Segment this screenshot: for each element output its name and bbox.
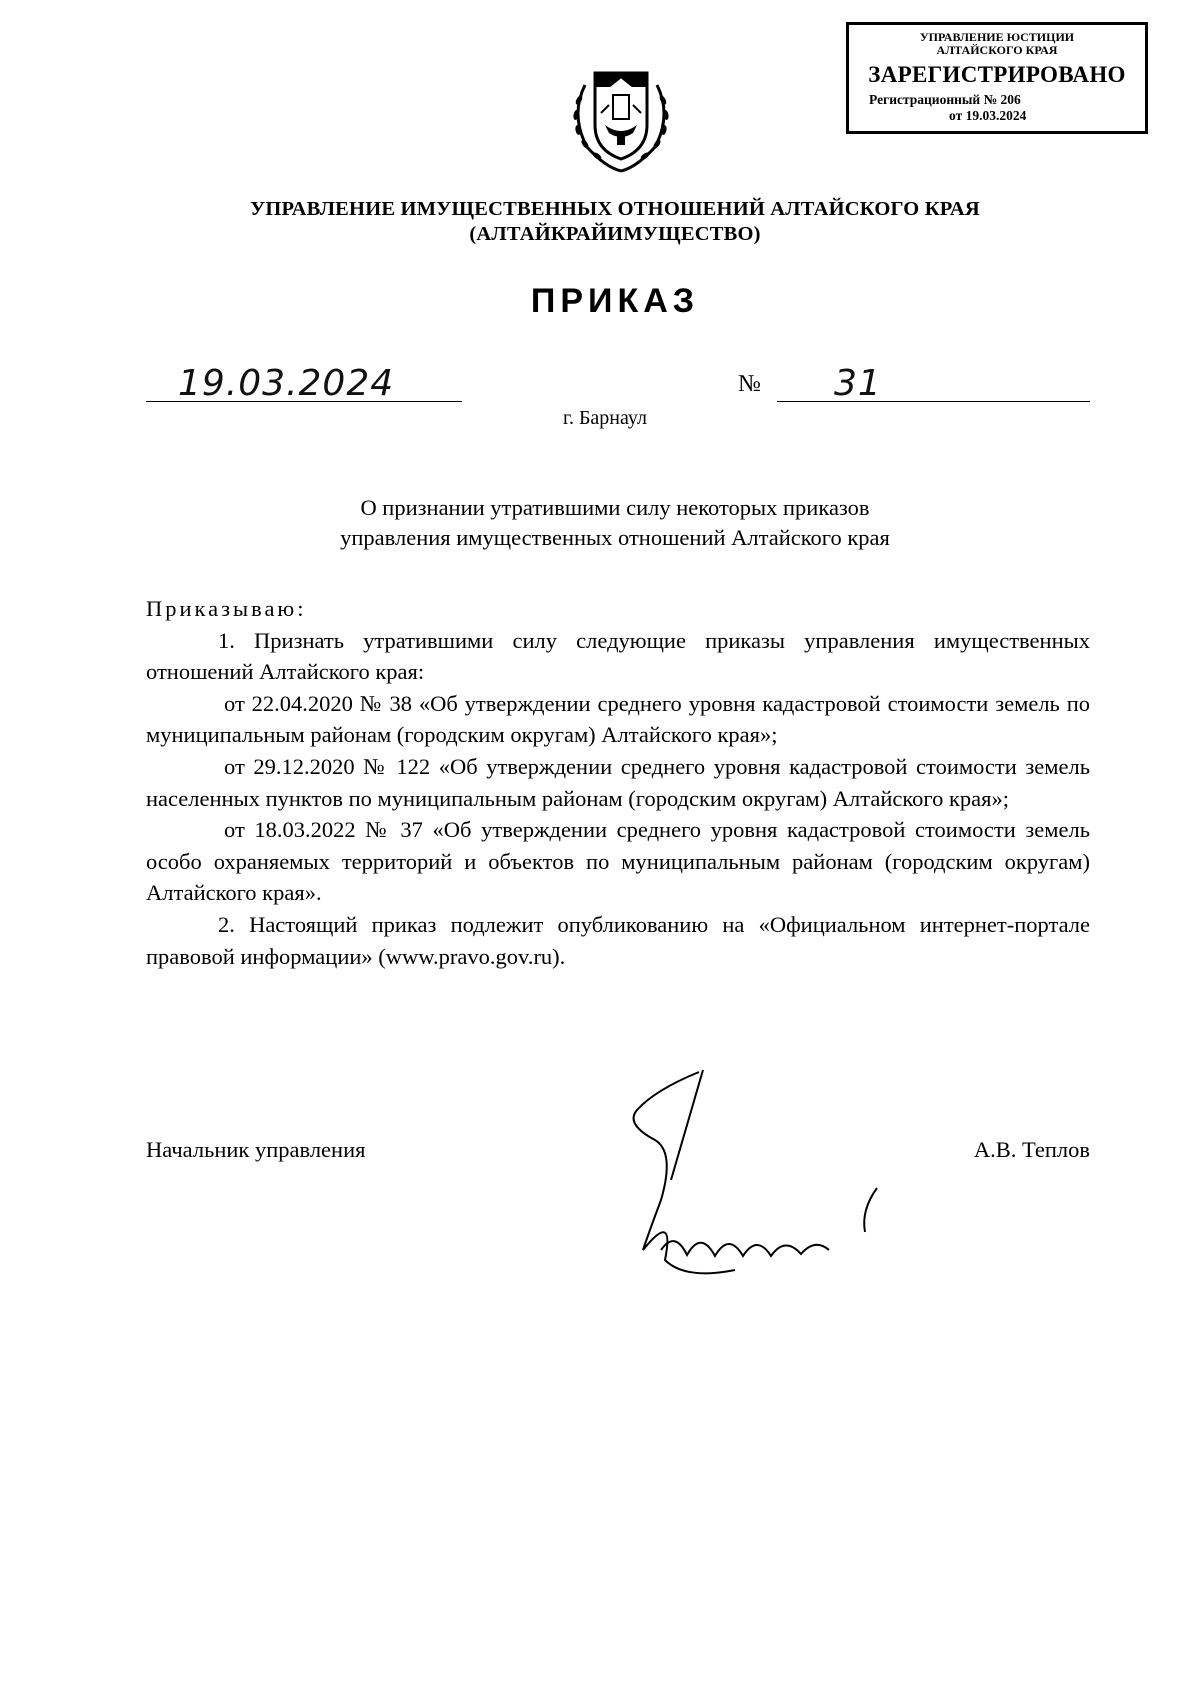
stamp-reg-number: Регистрационный № 206 <box>869 92 1021 107</box>
item-1-c: от 18.03.2022 № 37 «Об утверждении среднего уровня кадастровой стоимости земель особо охраняемых территорий и объектов по муниципальным районам (городским округам) Алтайского края». <box>146 817 1090 906</box>
item-2: 2. Настоящий приказ подлежит опубликованию на «Официальном интернет-портале правовой информации» (www.pravo.gov.ru). <box>146 911 1090 969</box>
number-sign: № <box>738 371 761 397</box>
order-number: 31 <box>834 363 882 404</box>
handwritten-signature-icon <box>615 1060 935 1290</box>
item-1-intro: 1. Признать утратившими силу следующие приказы управления имущественных отношений Алтайского края: <box>146 627 1090 685</box>
date-underline <box>146 401 462 402</box>
signer-position: Начальник управления <box>146 1137 366 1162</box>
org-name: УПРАВЛЕНИЕ ИМУЩЕСТВЕННЫХ ОТНОШЕНИЙ АЛТАЙСКОГО КРАЯ <box>250 198 980 220</box>
org-short-name: (АЛТАЙКРАЙИМУЩЕСТВО) <box>469 223 761 245</box>
stamp-org-line1: УПРАВЛЕНИЕ ЮСТИЦИИ <box>919 30 1075 44</box>
subject-line1: О признании утратившими силу некоторых приказов <box>360 495 870 520</box>
item-1-b: от 29.12.2020 № 122 «Об утверждении среднего уровня кадастровой стоимости земель населенных пунктов по муниципальным районам (городским округам) Алтайского края»; <box>146 753 1090 811</box>
order-date: 19.03.2024 <box>178 363 395 404</box>
subject-line2: управления имущественных отношений Алтайского края <box>340 525 890 550</box>
stamp-reg-date: от 19.03.2024 <box>949 108 1027 123</box>
order-body <box>146 593 1090 972</box>
item-1-a: от 22.04.2020 № 38 «Об утверждении среднего уровня кадастровой стоимости земель по муниципальным районам (городским округам) Алтайского края»; <box>146 690 1090 748</box>
order-subject <box>0 493 1200 553</box>
coat-of-arms-icon <box>565 55 677 175</box>
document-type: ПРИКАЗ <box>530 282 700 320</box>
registration-stamp <box>846 22 1148 134</box>
order-word: Приказываю: <box>146 596 307 621</box>
signer-name: А.В. Теплов <box>973 1137 1090 1162</box>
number-underline <box>777 401 1090 402</box>
stamp-org-line2: АЛТАЙСКОГО КРАЯ <box>936 43 1058 57</box>
stamp-status: ЗАРЕГИСТРИРОВАНО <box>868 62 1126 87</box>
city: г. Барнаул <box>563 407 647 429</box>
